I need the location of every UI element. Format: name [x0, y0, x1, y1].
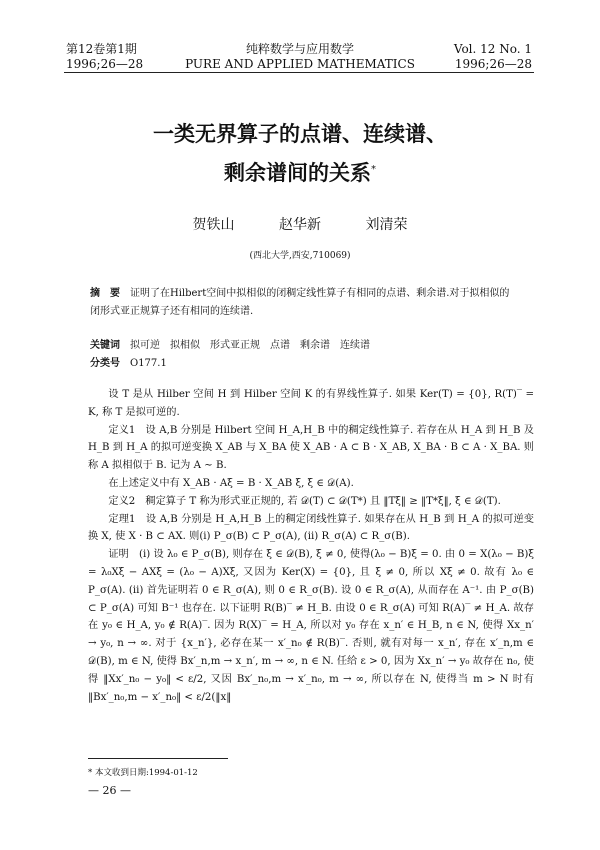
volume-issue: 第12卷第1期 — [66, 42, 137, 56]
journal-name-cn: 纯粹数学与应用数学 — [245, 42, 354, 56]
keywords-label: 关键词 — [90, 340, 120, 351]
body-paragraph: 设 T 是从 Hilber 空间 H 到 Hilber 空间 K 的有界线性算子. 如果 Ker(T) = {0}, R(T)‾ = K, 称 T 是拟可逆的. — [88, 389, 534, 418]
author-name: 贺铁山 — [192, 217, 235, 233]
title-footnote-mark: * — [371, 164, 376, 175]
year-pages-en: 1996;26—28 — [454, 57, 532, 71]
author-name: 刘清荣 — [365, 217, 408, 233]
year-pages: 1996;26—28 — [66, 57, 144, 71]
footnote: * 本文收到日期:1994-01-12 — [88, 768, 198, 778]
theorem-1: 定理1 设 A,B 分别是 H_A,H_B 上的稠定闭线性算子. 如果存在从 H_B 到 H_A 的拟可逆变换 X, 使 X · B ⊂ AX. 则(i) P_σ(B) ⊂ P_σ(A), (ii) R_σ(A) ⊂ R_σ(B). — [88, 513, 534, 543]
paper-title — [0, 116, 600, 191]
classification-value: O177.1 — [130, 358, 167, 369]
body-paragraph: 在上述定义中有 X_AB · Aξ = B · X_AB ξ, ξ ∈ 𝒟(A). — [108, 477, 354, 489]
title-line-1: 一类无界算子的点谱、连续谱、 — [153, 122, 447, 146]
volume-issue-en: Vol. 12 No. 1 — [453, 42, 532, 56]
footnote-rule — [88, 758, 228, 759]
keywords-text: 拟可逆 拟相似 形式亚正规 点谱 剩余谱 连续谱 — [130, 340, 370, 351]
keywords-block — [90, 337, 520, 373]
classification-label: 分类号 — [90, 358, 120, 369]
title-line-2: 剩余谱间的关系 — [224, 161, 371, 185]
abstract-label: 摘 要 — [90, 288, 120, 299]
definition-1: 定义1 设 A,B 分别是 Hilbert 空间 H_A,H_B 中的稠定线性算子. 若存在从 H_A 到 H_B 及 H_B 到 H_A 的拟可逆变换 X_AB 与 X_BA 使 X_AB · A ⊂ B · X_AB, X_BA · B ⊂ A · X_BA. 则称 A 拟相似于 B. 记为 A ∼ B. — [88, 424, 534, 472]
header-rule — [64, 72, 534, 73]
journal-volume-info-en — [454, 42, 532, 72]
definition-2: 定义2 稠定算子 T 称为形式亚正规的, 若 𝒟(T) ⊂ 𝒟(T*) 且 ‖Tξ‖ ≥ ‖T*ξ‖, ξ ∈ 𝒟(T). — [108, 495, 501, 507]
journal-name-en: PURE AND APPLIED MATHEMATICS — [185, 57, 415, 71]
abstract — [90, 285, 510, 321]
affiliation: (西北大学,西安,710069) — [249, 251, 351, 261]
main-text — [88, 386, 534, 706]
page-number: — 26 — — [88, 784, 131, 797]
author-list — [0, 214, 600, 234]
abstract-text: 证明了在Hilbert空间中拟相似的闭稠定线性算子有相同的点谱、剩余谱.对于拟相似的闭形式亚正规算子还有相同的连续谱. — [90, 288, 510, 317]
proof: 证明 (i) 设 λ₀ ∈ P_σ(B), 则存在 ξ ∈ 𝒟(B), ξ ≠ 0, 使得(λ₀ − B)ξ = 0. 由 0 = X(λ₀ − B)ξ = λ₀Xξ − AXξ = (λ₀ − A)Xξ, 又因为 Ker(X) = {0}, 且 ξ ≠ 0, 所以 Xξ ≠ 0. 故有 λ₀ ∈ P_σ(A). (ii) 首先证明若 0 ∈ R_σ(A), 则 0 ∈ R_σ(B). 设 0 ∈ R_σ(A), 从而存在 A⁻¹. 由 P_σ(B) ⊂ P_σ(A) 可知 B⁻¹ 也存在. 以下证明 R(B)‾ ≠ H_B. 由设 0 ∈ R_σ(A) 可知 R(A)‾ ≠ H_A. 故存在 y₀ ∈ H_A, y₀ ∉ R(A)‾. 因为 R(X)‾ = H_A, 所以对 y₀ 存在 x_n′ ∈ H_B, n ∈ N, 使得 Xx_n′ → y₀, n → ∞. 对于 {x_n′}, 必存在某一 x′_n₀ ∉ R(B)‾. 否则, 就有对每一 x_n′, 存在 x′_n,m ∈ 𝒟(B), m ∈ N, 使得 Bx′_n,m → x_n′, m → ∞, n ∈ N. 任给 ε > 0, 因为 Xx_n′ → y₀ 故存在 n₀, 使得 ‖Xx′_n₀ − y₀‖ < ε/2, 又因 Bx′_n₀,m → x′_n₀, m → ∞, 所以存在 N, 使得当 m > N 时有 ‖Bx′_n₀,m − x′_n₀‖ < ε/2(‖x‖ — [88, 549, 534, 703]
author-name: 赵华新 — [279, 217, 321, 233]
